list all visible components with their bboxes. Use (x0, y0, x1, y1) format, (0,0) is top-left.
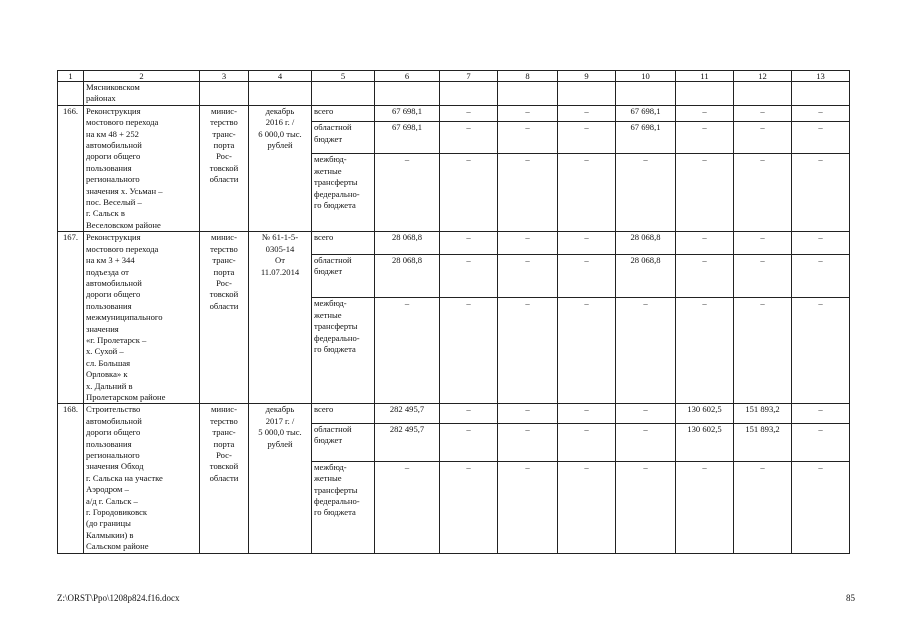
amount-cell: – (616, 424, 676, 462)
item-number-cell: 167. (58, 232, 84, 404)
object-name-cell (84, 105, 200, 231)
funding-source-line: жетные (314, 309, 342, 320)
column-number-header: 1 (58, 71, 84, 82)
funding-source-line: бюджет (314, 133, 343, 144)
column-number-header: 9 (558, 71, 616, 82)
funding-source-line: всего (314, 105, 334, 116)
empty-cell (616, 82, 676, 106)
document-cell (249, 404, 312, 553)
amount-cell: 130 602,5 (676, 424, 734, 462)
amount-cell: – (676, 254, 734, 297)
amount-cell: – (792, 154, 850, 232)
amount-cell: 282 495,7 (375, 424, 440, 462)
executor-line: товской (209, 162, 239, 173)
column-number-header: 5 (312, 71, 375, 82)
object-name-line: Орловка» к (86, 369, 128, 380)
object-name-line: дороги общего (86, 289, 141, 300)
object-name-cell (84, 404, 200, 553)
amount-cell: – (616, 461, 676, 553)
empty-cell (734, 82, 792, 106)
amount-cell: 28 068,8 (616, 254, 676, 297)
amount-cell: – (734, 122, 792, 154)
item-row (58, 105, 850, 122)
funding-source-cell (312, 404, 375, 424)
empty-cell (440, 82, 498, 106)
executor-line: Рос- (216, 151, 232, 162)
amount-cell: – (676, 298, 734, 404)
executor-cell (200, 232, 249, 404)
funding-source-line: межбюд- (314, 461, 347, 472)
object-name-line: пользования (86, 300, 132, 311)
amount-cell: – (440, 424, 498, 462)
funding-source-line: трансферты (314, 484, 358, 495)
item-number-cell (58, 82, 84, 106)
object-name-line: значения Обход (86, 461, 144, 472)
executor-line: товской (209, 289, 239, 300)
object-name-line: Калмыкии) в (86, 529, 134, 540)
funding-source-line: всего (314, 232, 334, 243)
amount-cell: – (440, 232, 498, 255)
column-number-header: 4 (249, 71, 312, 82)
amount-cell: – (498, 254, 558, 297)
object-name-line: «г. Пролетарск – (86, 334, 147, 345)
amount-cell: 67 698,1 (616, 105, 676, 122)
executor-line: терство (210, 415, 238, 426)
amount-cell: – (616, 404, 676, 424)
amount-cell: 28 068,8 (375, 232, 440, 255)
column-number-header: 8 (498, 71, 558, 82)
funding-source-line: жетные (314, 165, 342, 176)
register-table (57, 70, 850, 554)
object-name-line: пользования (86, 438, 132, 449)
object-name-line: пос. Веселый – (86, 197, 142, 208)
amount-cell: – (792, 298, 850, 404)
object-name-line: дороги общего (86, 427, 141, 438)
empty-cell (498, 82, 558, 106)
object-name-line: пользования (86, 162, 132, 173)
executor-cell (200, 105, 249, 231)
object-name-line: х. Сухой – (86, 346, 124, 357)
document-line: 11.07.2014 (260, 266, 300, 277)
column-number-header: 7 (440, 71, 498, 82)
column-number-header: 3 (200, 71, 249, 82)
document-line: 6 000,0 тыс. (258, 128, 302, 139)
object-name-line: на км 48 + 252 (86, 128, 139, 139)
executor-line: порта (213, 140, 235, 151)
executor-line: транс- (212, 255, 236, 266)
object-name-line: Пролетарском районе (86, 391, 166, 402)
amount-cell: – (498, 122, 558, 154)
executor-line: минис- (211, 232, 237, 243)
amount-cell: – (558, 154, 616, 232)
page-number: 85 (846, 593, 855, 603)
document-line: 5 000,0 тыс. (258, 427, 302, 438)
amount-cell: 67 698,1 (375, 105, 440, 122)
funding-source-cell (312, 105, 375, 122)
amount-cell: – (558, 404, 616, 424)
document-cell (249, 105, 312, 231)
amount-cell: – (676, 105, 734, 122)
amount-cell: – (498, 232, 558, 255)
empty-cell (558, 82, 616, 106)
amount-cell: – (734, 298, 792, 404)
column-number-header: 11 (676, 71, 734, 82)
object-name-line: Мясниковском (86, 82, 140, 92)
object-name-line: Сальском районе (86, 541, 149, 552)
item-number-cell: 166. (58, 105, 84, 231)
object-name-line: г. Городовиковск (86, 507, 148, 518)
item-number-cell: 168. (58, 404, 84, 553)
executor-line: транс- (212, 128, 236, 139)
empty-cell (375, 82, 440, 106)
funding-source-line: областной (314, 254, 352, 265)
executor-line: порта (213, 438, 235, 449)
column-number-header: 10 (616, 71, 676, 82)
amount-cell: 67 698,1 (375, 122, 440, 154)
amount-cell: – (498, 105, 558, 122)
funding-source-line: всего (314, 404, 334, 415)
amount-cell: – (558, 232, 616, 255)
amount-cell: – (498, 461, 558, 553)
object-name-line: сл. Большая (86, 357, 131, 368)
amount-cell: – (676, 461, 734, 553)
footer-file-path: Z:\ORST\Ppo\1208p824.f16.docx (57, 593, 180, 603)
item-row (58, 232, 850, 255)
funding-source-line: федерально- (314, 495, 360, 506)
empty-cell (200, 82, 249, 106)
column-number-header: 6 (375, 71, 440, 82)
object-name-line: регионального (86, 174, 140, 185)
amount-cell: 151 893,2 (734, 404, 792, 424)
executor-line: порта (213, 266, 235, 277)
amount-cell: – (792, 105, 850, 122)
document-line: декабрь (265, 404, 295, 415)
funding-source-line: жетные (314, 473, 342, 484)
funding-source-line: го бюджета (314, 507, 356, 518)
funding-source-line: го бюджета (314, 200, 356, 211)
executor-line: Рос- (216, 450, 232, 460)
amount-cell: – (440, 298, 498, 404)
amount-cell: 28 068,8 (375, 254, 440, 297)
amount-cell: – (792, 254, 850, 297)
object-name-line: г. Сальска на участке (86, 472, 163, 483)
executor-line: товской (209, 461, 239, 472)
object-name-line: регионального (86, 450, 140, 460)
amount-cell: – (440, 404, 498, 424)
amount-cell: – (558, 424, 616, 462)
empty-cell (249, 82, 312, 106)
funding-source-line: областной (314, 122, 352, 133)
executor-line: терство (210, 117, 238, 128)
object-name-line: автомобильной (86, 277, 142, 288)
amount-cell: – (375, 461, 440, 553)
funding-source-cell (312, 122, 375, 154)
funding-source-cell (312, 232, 375, 255)
object-name-line: мостового перехода (86, 117, 159, 128)
empty-cell (312, 82, 375, 106)
document-cell (249, 232, 312, 404)
amount-cell: – (440, 105, 498, 122)
funding-source-line: межбюд- (314, 154, 347, 165)
funding-source-line: областной (314, 424, 352, 435)
document-line: 2016 г. / (265, 117, 295, 128)
amount-cell: – (498, 404, 558, 424)
funding-source-line: федерально- (314, 332, 360, 343)
empty-cell (792, 82, 850, 106)
amount-cell: 151 893,2 (734, 424, 792, 462)
funding-source-line: бюджет (314, 266, 343, 277)
object-name-line: районах (86, 93, 116, 104)
funding-source-cell (312, 424, 375, 462)
amount-cell: – (558, 122, 616, 154)
object-name-line: Реконструкция (86, 232, 141, 243)
funding-source-cell (312, 298, 375, 404)
amount-cell: – (558, 298, 616, 404)
document-line: От (275, 255, 285, 266)
amount-cell: – (440, 154, 498, 232)
amount-cell: – (792, 122, 850, 154)
executor-line: области (209, 300, 239, 311)
amount-cell: – (676, 122, 734, 154)
amount-cell: 28 068,8 (616, 232, 676, 255)
object-name-line: дороги общего (86, 151, 141, 162)
document-line: 0305-14 (265, 243, 295, 254)
funding-source-cell (312, 461, 375, 553)
object-name-line: г. Сальск в (86, 208, 125, 219)
amount-cell: – (558, 105, 616, 122)
funding-source-line: трансферты (314, 321, 358, 332)
object-name-line: Реконструкция (86, 105, 141, 116)
document-line: рублей (267, 140, 293, 151)
object-name-line: Аэродром – (86, 484, 129, 495)
executor-line: транс- (212, 427, 236, 438)
funding-source-line: го бюджета (314, 344, 356, 355)
amount-cell: – (498, 424, 558, 462)
amount-cell: 130 602,5 (676, 404, 734, 424)
funding-source-line: бюджет (314, 435, 343, 446)
amount-cell: – (734, 105, 792, 122)
object-name-cell (84, 82, 200, 106)
object-name-line: х. Дальний в (86, 380, 133, 391)
amount-cell: – (616, 154, 676, 232)
amount-cell: – (734, 461, 792, 553)
amount-cell: – (375, 298, 440, 404)
executor-line: минис- (211, 105, 237, 116)
executor-line: области (209, 472, 239, 483)
funding-source-cell (312, 254, 375, 297)
object-name-line: а/д г. Сальск – (86, 495, 138, 506)
amount-cell: – (498, 298, 558, 404)
funding-source-line: межбюд- (314, 298, 347, 309)
amount-cell: – (440, 461, 498, 553)
object-name-line: на км 3 + 344 (86, 255, 135, 266)
amount-cell: – (734, 254, 792, 297)
funding-source-line: федерально- (314, 188, 360, 199)
object-name-line: подъезда от (86, 266, 129, 277)
object-name-line: межмуниципального (86, 312, 163, 323)
executor-line: области (209, 174, 239, 185)
amount-cell: 282 495,7 (375, 404, 440, 424)
executor-line: минис- (211, 404, 237, 415)
object-name-line: значения (86, 323, 119, 334)
amount-cell: – (792, 461, 850, 553)
document-line: рублей (267, 438, 293, 449)
object-name-line: автомобильной (86, 415, 142, 426)
amount-cell: – (616, 298, 676, 404)
document-line: 2017 г. / (265, 415, 295, 426)
executor-line: терство (210, 243, 238, 254)
amount-cell: – (676, 232, 734, 255)
amount-cell: – (734, 232, 792, 255)
amount-cell: – (440, 122, 498, 154)
amount-cell: – (676, 154, 734, 232)
document-line: декабрь (265, 105, 295, 116)
object-name-line: Строительство (86, 404, 141, 415)
amount-cell: – (792, 424, 850, 462)
object-name-line: значения х. Усьман – (86, 185, 163, 196)
amount-cell: – (498, 154, 558, 232)
amount-cell: – (375, 154, 440, 232)
amount-cell: – (792, 232, 850, 255)
amount-cell: – (440, 254, 498, 297)
column-number-header: 2 (84, 71, 200, 82)
object-name-line: Веселовском районе (86, 219, 161, 230)
header-row (58, 71, 850, 82)
amount-cell: – (792, 404, 850, 424)
funding-source-cell (312, 154, 375, 232)
executor-line: Рос- (216, 277, 232, 288)
continuation-row (58, 82, 850, 106)
column-number-header: 12 (734, 71, 792, 82)
funding-source-line: трансферты (314, 177, 358, 188)
object-name-cell (84, 232, 200, 404)
object-name-line: мостового перехода (86, 243, 159, 254)
empty-cell (676, 82, 734, 106)
object-name-line: (до границы (86, 518, 131, 529)
column-number-header: 13 (792, 71, 850, 82)
amount-cell: – (558, 254, 616, 297)
object-name-line: автомобильной (86, 140, 142, 151)
item-row (58, 404, 850, 424)
amount-cell: 67 698,1 (616, 122, 676, 154)
document-line: № 61-1-5- (261, 232, 299, 243)
amount-cell: – (734, 154, 792, 232)
amount-cell: – (558, 461, 616, 553)
executor-cell (200, 404, 249, 553)
